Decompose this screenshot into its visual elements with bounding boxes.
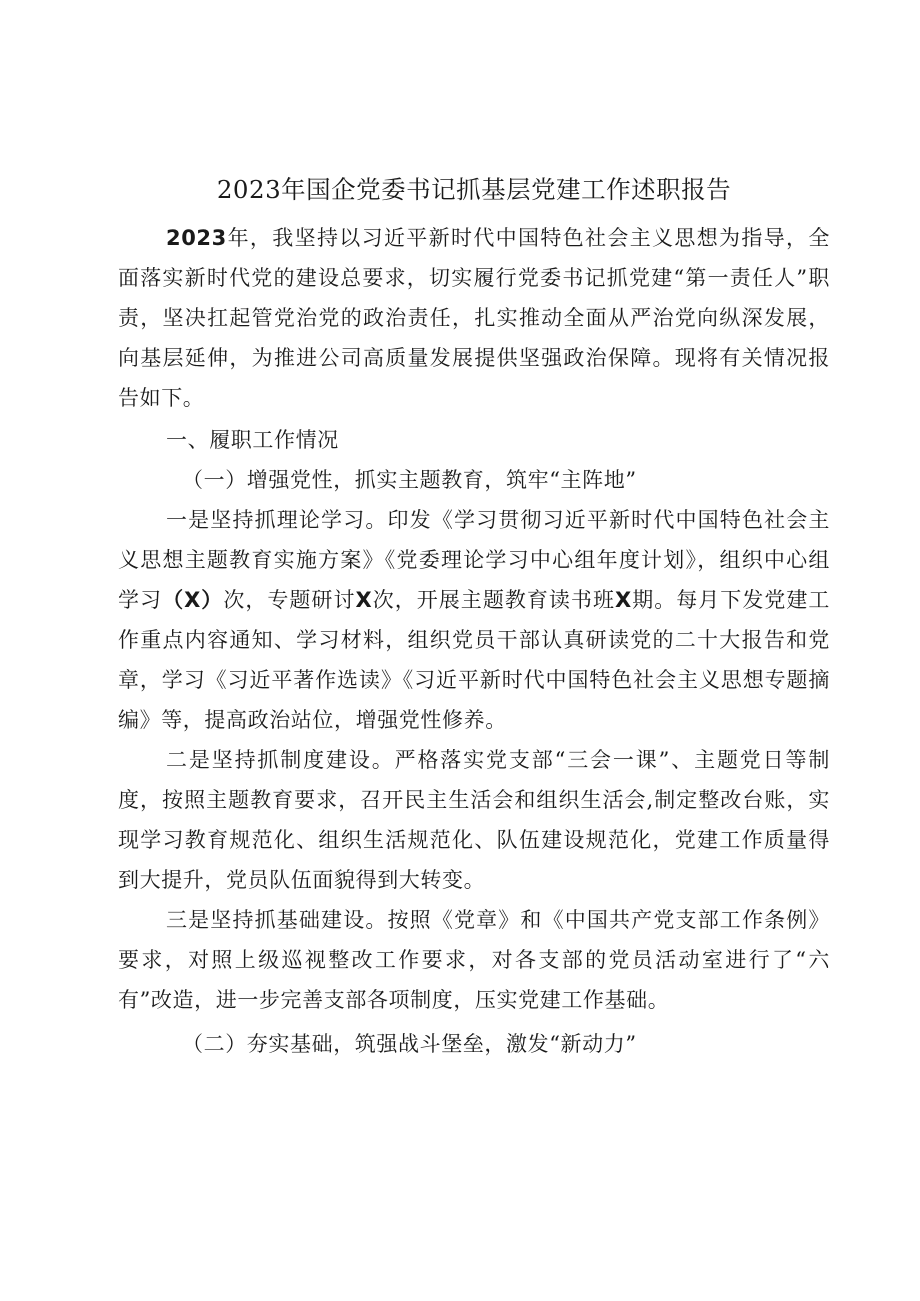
para1-placeholder-1: （X） <box>162 588 224 612</box>
section-heading-1: 一、履职工作情况 <box>166 428 339 452</box>
paragraph-foundation-building: 三是坚持抓基础建设。按照《党章》和《中国共产党支部工作条例》要求，对照上级巡视整改工作要求，对各支部的党员活动室进行了“六有”改造，进一步完善支部各项制度，压实党建工作基础。 <box>118 908 830 1012</box>
document-body <box>118 172 830 1064</box>
paragraph-theory-study <box>118 500 830 740</box>
para1-text-c: 次，开展主题教育读书班 <box>372 588 615 612</box>
intro-year: 2023 <box>166 226 227 250</box>
subsection-heading-2: （二）夯实基础，筑强战斗堡垒，激发“新动力” <box>182 1032 637 1056</box>
para1-placeholder-2: X <box>355 588 373 612</box>
document-title: 2023年国企党委书记抓基层党建工作述职报告 <box>216 175 732 204</box>
para1-text-a: 一是坚持抓理论学习。印发《学习贯彻习近平新时代中国特色社会主义思想主题教育实施方案》《党委理论学习中心组年度计划》，组织中心组学习 <box>118 508 830 612</box>
para1-text-d: 期。每月下发党建工作重点内容通知、学习材料，组织党员干部认真研读党的二十大报告和党章，学习《习近平著作选读》《习近平新时代中国特色社会主义思想专题摘编》等，提高政治站位，增强党性修养。 <box>118 588 830 732</box>
intro-paragraph <box>118 218 830 418</box>
para1-placeholder-3: X <box>614 588 632 612</box>
intro-text: 年，我坚持以习近平新时代中国特色社会主义思想为指导，全面落实新时代党的建设总要求，切实履行党委书记抓党建“第一责任人”职责，坚决扛起管党治党的政治责任，扎实推动全面从严治党向纵深发展，向基层延伸，为推进公司高质量发展提供坚强政治保障。现将有关情况报告如下。 <box>118 226 830 410</box>
para1-text-b: 次，专题研讨 <box>223 588 356 612</box>
paragraph-system-building: 二是坚持抓制度建设。严格落实党支部“三会一课”、主题党日等制度，按照主题教育要求，召开民主生活会和组织生活会,制定整改台账，实现学习教育规范化、组织生活规范化、队伍建设规范化，党建工作质量得到大提升，党员队伍面貌得到大转变。 <box>118 748 830 892</box>
subsection-heading-1: （一）增强党性，抓实主题教育，筑牢“主阵地” <box>182 468 637 492</box>
